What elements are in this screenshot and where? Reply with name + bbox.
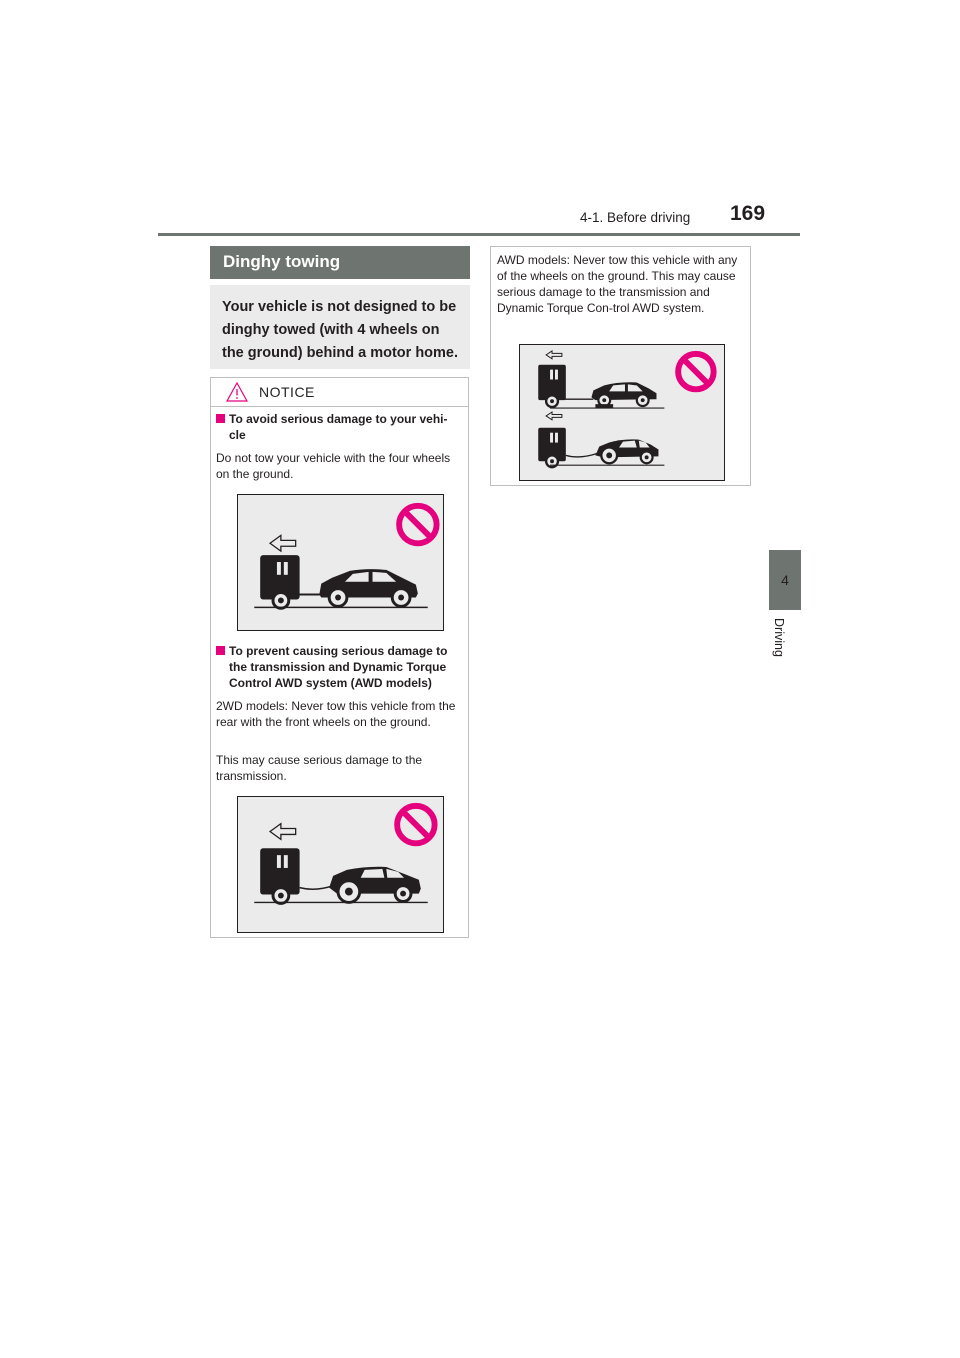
- awd-note-box: [490, 246, 751, 486]
- page-number: 169: [730, 202, 766, 225]
- section-heading-band: [210, 246, 470, 279]
- running-header-section: 4-1. Before driving: [580, 210, 691, 225]
- bullet-square-icon: [216, 414, 225, 423]
- warning-triangle-icon: [226, 382, 248, 402]
- arrow-left-icon: [270, 535, 296, 551]
- arrow-left-icon: [546, 351, 562, 359]
- chapter-tab-label: Driving: [772, 618, 786, 657]
- prohibition-icon: [399, 506, 436, 543]
- notice-item-heading: [216, 411, 464, 443]
- towed-suv-on-dolly: [591, 382, 656, 408]
- header-rule: [158, 233, 800, 236]
- chapter-tab-label-wrap: [772, 618, 796, 668]
- motorhome-rear: [260, 555, 299, 608]
- towed-suv-on-dolly: [329, 867, 421, 903]
- prohibition-icon: [678, 354, 713, 389]
- arrow-left-icon: [270, 824, 296, 840]
- motorhome-rear: [538, 428, 566, 467]
- motorhome-rear: [260, 848, 299, 903]
- prohibition-icon: [397, 806, 434, 843]
- notice-title: NOTICE: [259, 384, 315, 400]
- illustration-awd-no-wheels-on-ground: [519, 344, 725, 481]
- notice-item-heading: [216, 643, 464, 691]
- arrow-left-icon: [546, 412, 562, 420]
- notice-item-heading-text: To avoid serious damage to your vehi- cle: [229, 412, 448, 442]
- section-heading: Dinghy towing: [223, 252, 341, 271]
- lead-box: [210, 285, 470, 369]
- towed-suv: [319, 569, 418, 606]
- notice-item-paragraph: Do not tow your vehicle with the four wheels on the ground.: [216, 451, 451, 481]
- notice-item-paragraph: 2WD models: Never tow this vehicle from the rear with the front wheels on the ground.: [216, 699, 456, 729]
- notice-item-heading-text: To prevent causing serious damage to the transmission and Dynamic Torque Control AWD system (AWD models): [229, 644, 448, 690]
- chapter-tab-number: 4: [781, 572, 789, 588]
- notice-box: [210, 377, 469, 938]
- notice-header: [211, 378, 468, 407]
- bullet-square-icon: [216, 646, 225, 655]
- illustration-front-wheels-on-ground: [237, 796, 444, 933]
- lead-text: Your vehicle is not designed to be dinghy towed (with 4 wheels on the ground) behind a motor home.: [222, 299, 459, 361]
- awd-note-text: AWD models: Never tow this vehicle with any of the wheels on the ground. This may cause serious damage to the transmission and Dynamic Torque Con-trol AWD system.: [497, 253, 738, 315]
- notice-item-paragraph: This may cause serious damage to the transmission.: [216, 753, 423, 783]
- motorhome-rear: [538, 365, 566, 407]
- towed-suv-on-dolly: [595, 439, 658, 463]
- illustration-four-wheels-on-ground: [237, 494, 444, 631]
